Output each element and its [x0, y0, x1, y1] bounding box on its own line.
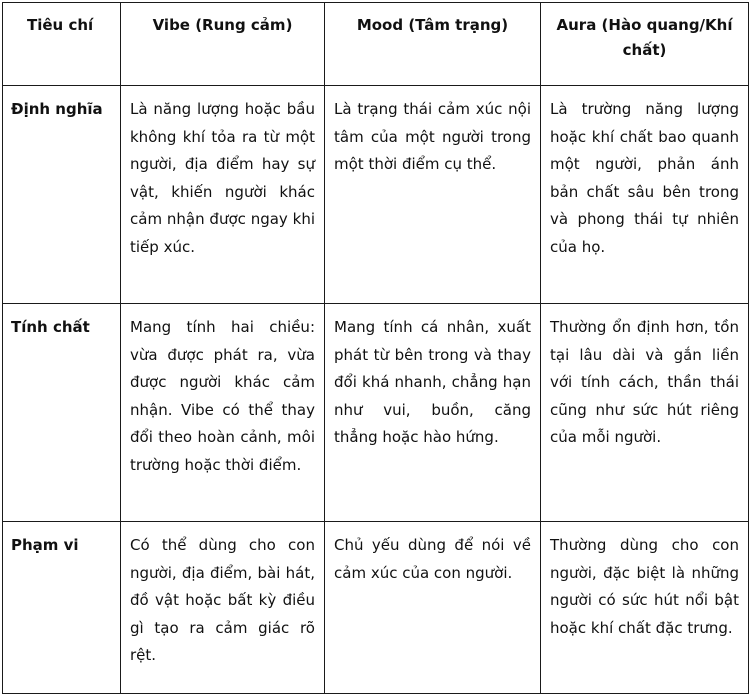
vibe-cell: Mang tính hai chiều: vừa được phát ra, vừa được người khác cảm nhận. Vibe có thể thay đổi theo hoàn cảnh, môi trường hoặc thời điểm. [121, 304, 325, 522]
header-criterion: Tiêu chí [3, 3, 121, 86]
table-row-definition [3, 86, 749, 304]
aura-cell: Thường dùng cho con người, đặc biệt là những người có sức hút nổi bật hoặc khí chất đặc trưng. [541, 522, 749, 694]
criterion-cell: Tính chất [3, 304, 121, 522]
header-vibe: Vibe (Rung cảm) [121, 3, 325, 86]
criterion-cell: Định nghĩa [3, 86, 121, 304]
vibe-cell: Có thể dùng cho con người, địa điểm, bài hát, đồ vật hoặc bất kỳ điều gì tạo ra cảm giác rõ rệt. [121, 522, 325, 694]
mood-cell: Chủ yếu dùng để nói về cảm xúc của con người. [325, 522, 541, 694]
aura-cell: Thường ổn định hơn, tồn tại lâu dài và gắn liền với tính cách, thần thái cũng như sức hút riêng của mỗi người. [541, 304, 749, 522]
mood-cell: Mang tính cá nhân, xuất phát từ bên trong và thay đổi khá nhanh, chẳng hạn như vui, buồn, căng thẳng hoặc hào hứng. [325, 304, 541, 522]
table-row-nature [3, 304, 749, 522]
criterion-cell: Phạm vi [3, 522, 121, 694]
header-mood: Mood (Tâm trạng) [325, 3, 541, 86]
comparison-table [2, 2, 749, 694]
mood-cell: Là trạng thái cảm xúc nội tâm của một người trong một thời điểm cụ thể. [325, 86, 541, 304]
vibe-cell: Là năng lượng hoặc bầu không khí tỏa ra từ một người, địa điểm hay sự vật, khiến người khác cảm nhận được ngay khi tiếp xúc. [121, 86, 325, 304]
table-row-scope [3, 522, 749, 694]
header-aura: Aura (Hào quang/Khí chất) [541, 3, 749, 86]
header-row [3, 3, 749, 86]
aura-cell: Là trường năng lượng hoặc khí chất bao quanh một người, phản ánh bản chất sâu bên trong và phong thái tự nhiên của họ. [541, 86, 749, 304]
